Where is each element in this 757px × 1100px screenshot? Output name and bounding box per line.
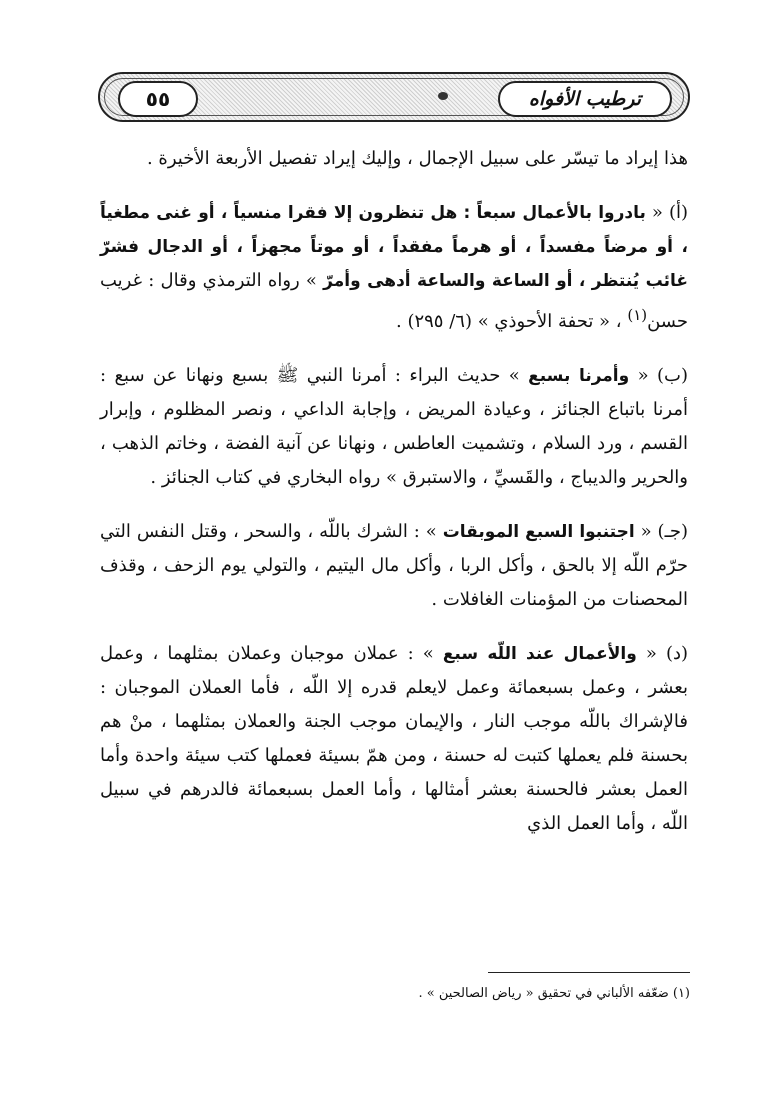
text-segment: (ب) « xyxy=(629,365,688,386)
header-ornament-icon xyxy=(438,92,448,100)
text-segment: » : الشرك باللّه ، والسحر ، وقتل النفس التي حرّم اللّه إلا بالحق ، وأكل الربا ، وأكل مال اليتيم ، والتولي يوم الزحف ، وقذف المحصنات من المؤمنات الغافلات . xyxy=(100,521,688,610)
text-segment: (أ) « xyxy=(645,202,688,223)
hadith-heading: والأعمال عند اللّه سبع xyxy=(442,644,637,664)
text-segment: ، « تحفة الأحوذي » (٦/ ٢٩٥) . xyxy=(396,311,628,332)
hadith-heading: بادروا بالأعمال سبعاً : هل تنظرون إلا فقرا منسياً ، أو غنى مطغياً ، أو مرضاً مفسداً ، أو هرماً مفقداً ، أو موتاً مجهزاً ، أو الدجال فشرّ غائب يُنتظر ، أو الساعة والساعة أدهى وأمرّ xyxy=(100,203,688,291)
footnote-divider xyxy=(488,972,690,973)
text-segment: (د) « xyxy=(636,643,689,664)
text-segment: » : عملان موجبان وعملان بمثلهما ، وعمل بعشر ، وعمل بسبعمائة وعمل لايعلم قدره إلا اللّه ، فأما العملان الموجبان : فالإشراك باللّه موجب النار ، والإيمان موجب الجنة والعملان بمثلهما ، منْ هم بحسنة فلم يعملها كتبت له حسنة ، ومن همّ بسيئة فعملها كتب سيئة واحدة وأما العمل بعشر فالحسنة بعشر أمثالها ، وأما العمل بسبعمائة فالدرهم في سبيل اللّه ، وأما العمل الذي xyxy=(100,643,688,834)
text-segment: » حديث البراء : أمرنا النبي ﷺ بسبع ونهانا عن سبع : أمرنا باتباع الجنائز ، وعيادة المريض ، وإجابة الداعي ، ونصر المظلوم ، وإبرار القسم ، ورد السلام ، وتشميت العاطس ، ونهانا عن آنية الفضة ، وخاتم الذهب ، والحرير والديباج ، والقَسيِّ ، والاستبرق » رواه البخاري في كتاب الجنائز . xyxy=(100,365,688,488)
footnote: (١) ضعّفه الألباني في تحقيق « رياض الصالحين » . xyxy=(418,986,690,1001)
page-number: ٥٥ xyxy=(118,81,198,117)
book-title: ترطيب الأفواه xyxy=(498,81,672,117)
hadith-heading: اجتنبوا السبع الموبقات xyxy=(442,522,635,542)
text-segment: هذا إيراد ما تيسّر على سبيل الإجمال ، وإليك إيراد تفصيل الأربعة الأخيرة . xyxy=(146,148,688,169)
paragraph xyxy=(100,637,688,841)
paragraph xyxy=(100,515,688,617)
page-header xyxy=(98,72,690,122)
paragraph xyxy=(100,359,688,495)
paragraph xyxy=(100,142,688,176)
paragraph xyxy=(100,196,688,339)
footnote-ref: (١) xyxy=(627,306,648,324)
hadith-heading: وأمرنا بسبع xyxy=(528,366,630,386)
text-segment: (جـ) « xyxy=(634,521,688,542)
body-text xyxy=(100,142,688,841)
text-segment: » رواه الترمذي وقال : غريب حسن xyxy=(100,270,688,332)
